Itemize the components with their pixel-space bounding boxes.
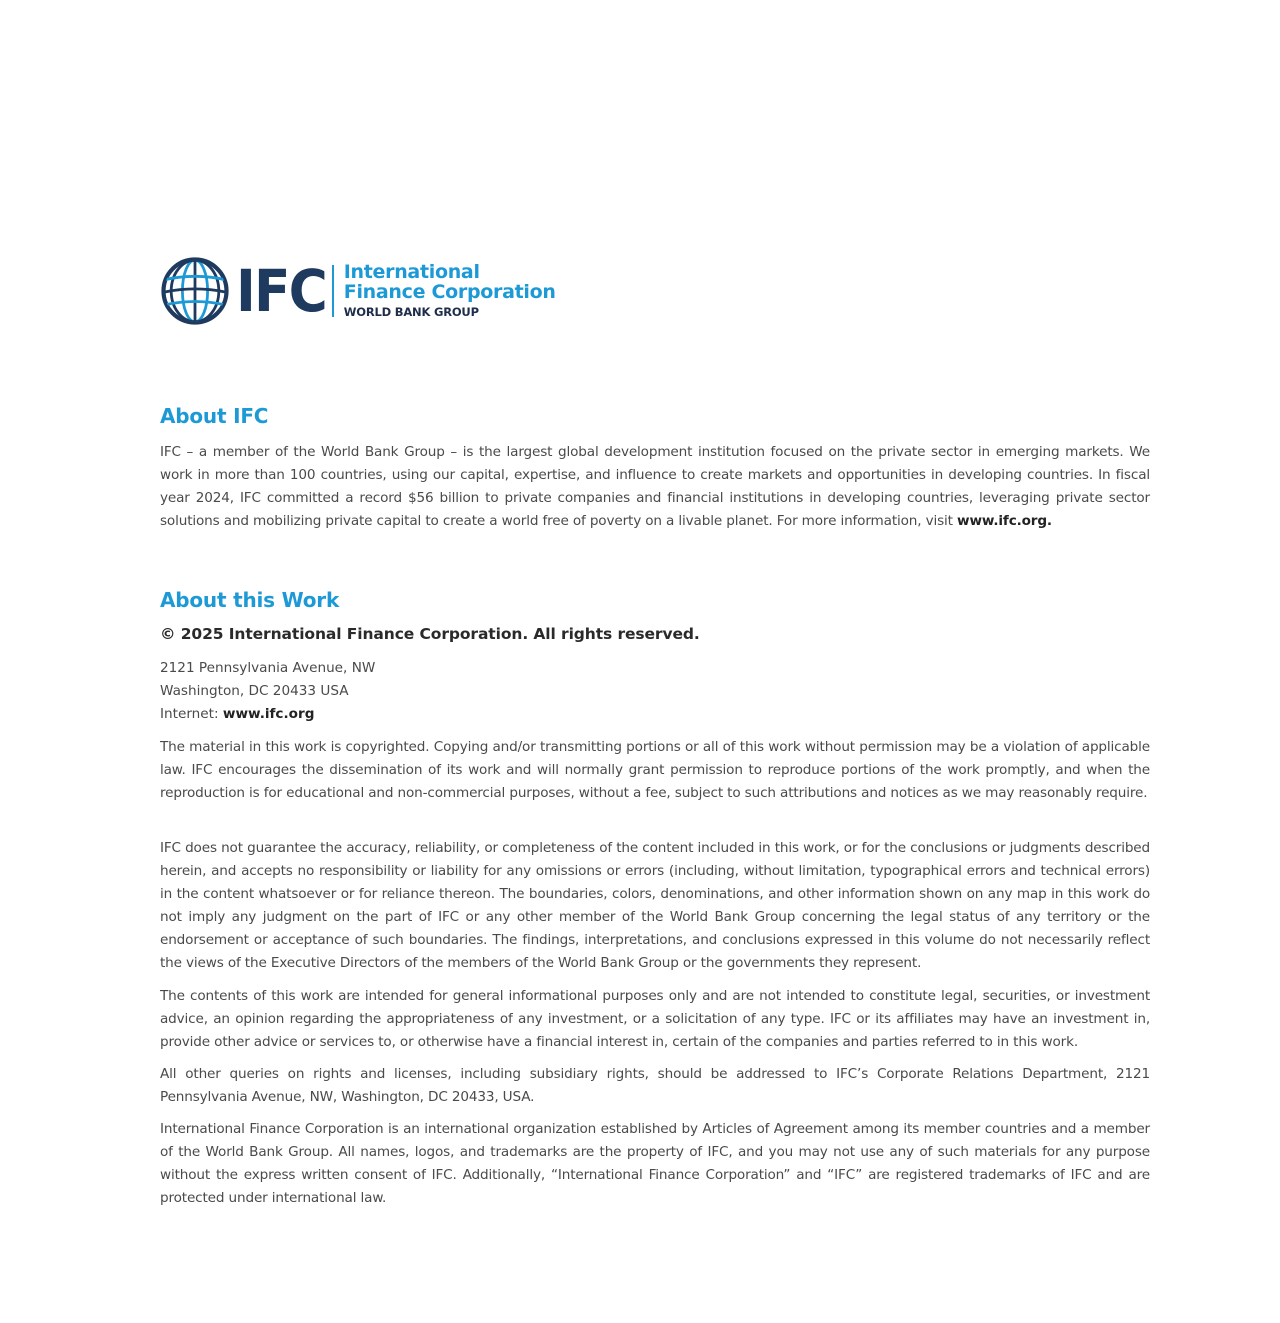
trademark-paragraph: International Finance Corporation is an international organization established by Articles of Agreement among its member countries and a member of the World Bank Group. All names, logos, and trademarks are the property of IFC, and you may not use any of such materials for any purpose without the express written consent of IFC. Additionally, “International Finance Corporation” and “IFC” are registered trademarks of IFC and are protected under international law. [160, 1121, 1150, 1206]
logo-line-international: International [343, 261, 480, 284]
logo-line-world-bank-group: WORLD BANK GROUP [343, 305, 479, 320]
address-line-1: 2121 Pennsylvania Avenue, NW [160, 660, 376, 676]
ifc-website-link[interactable]: www.ifc.org. [957, 513, 1052, 529]
logo-line-finance-corporation: Finance Corporation [343, 281, 556, 304]
copyright-paragraph: The material in this work is copyrighted. Copying and/or transmitting portions or all of this work without permission may be a violation of applicable law. IFC encourages the dissemination of its work and will normally grant permission to reproduce portions of the work promptly, and when the reproduction is for educational and non-commercial purposes, without a fee, subject to such attributions and notices as we may reasonably require. [160, 739, 1150, 801]
address-line-2: Washington, DC 20433 USA [160, 683, 349, 699]
informational-purposes-paragraph: The contents of this work are intended for general informational purposes only and are not intended to constitute legal, securities, or investment advice, an opinion regarding the appropriateness of any investment, or a solicitation of any type. IFC or its affiliates may have an investment in, provide other advice or services to, or otherwise have a financial interest in, certain of the companies and parties referred to in this work. [160, 988, 1150, 1050]
ifc-logo [160, 255, 556, 327]
internet-label: Internet: [160, 706, 223, 722]
globe-icon [160, 256, 230, 326]
internet-line [160, 703, 314, 726]
disclaimer-paragraph: IFC does not guarantee the accuracy, reliability, or completeness of the content included in this work, or for the conclusions or judgments described herein, and accepts no responsibility or liability for any omissions or errors (including, without limitation, typographical errors and technical errors) in the content whatsoever or for reliance thereon. The boundaries, colors, denominations, and other information shown on any map in this work do not imply any judgment on the part of IFC or any other member of the World Bank Group concerning the legal status of any territory or the endorsement or acceptance of such boundaries. The findings, interpretations, and conclusions expressed in this volume do not necessarily reflect the views of the Executive Directors of the members of the World Bank Group or the governments they represent. [160, 840, 1150, 971]
logo-mark: IFC [236, 257, 326, 325]
copyright-notice: © 2025 International Finance Corporation. All rights reserved. [160, 625, 700, 643]
about-ifc-heading: About IFC [160, 404, 269, 428]
rights-queries-paragraph: All other queries on rights and licenses, including subsidiary rights, should be addressed to IFC’s Corporate Relations Department, 2121 Pennsylvania Avenue, NW, Washington, DC 20433, USA. [160, 1066, 1150, 1105]
about-ifc-paragraph [160, 441, 1150, 533]
about-work-heading: About this Work [160, 588, 340, 612]
logo-wordmark [344, 263, 556, 319]
logo-divider [332, 265, 334, 317]
internet-link[interactable]: www.ifc.org [222, 706, 315, 722]
about-ifc-body: IFC – a member of the World Bank Group – is the largest global development institution focused on the private sector in emerging markets. We work in more than 100 countries, using our capital, expertise, and influence to create markets and opportunities in developing countries. In fiscal year 2024, IFC committed a record $56 billion to private companies and financial institutions in developing countries, leveraging private sector solutions and mobilizing private capital to create a world free of poverty on a livable planet. For more information, visit [160, 444, 1150, 529]
